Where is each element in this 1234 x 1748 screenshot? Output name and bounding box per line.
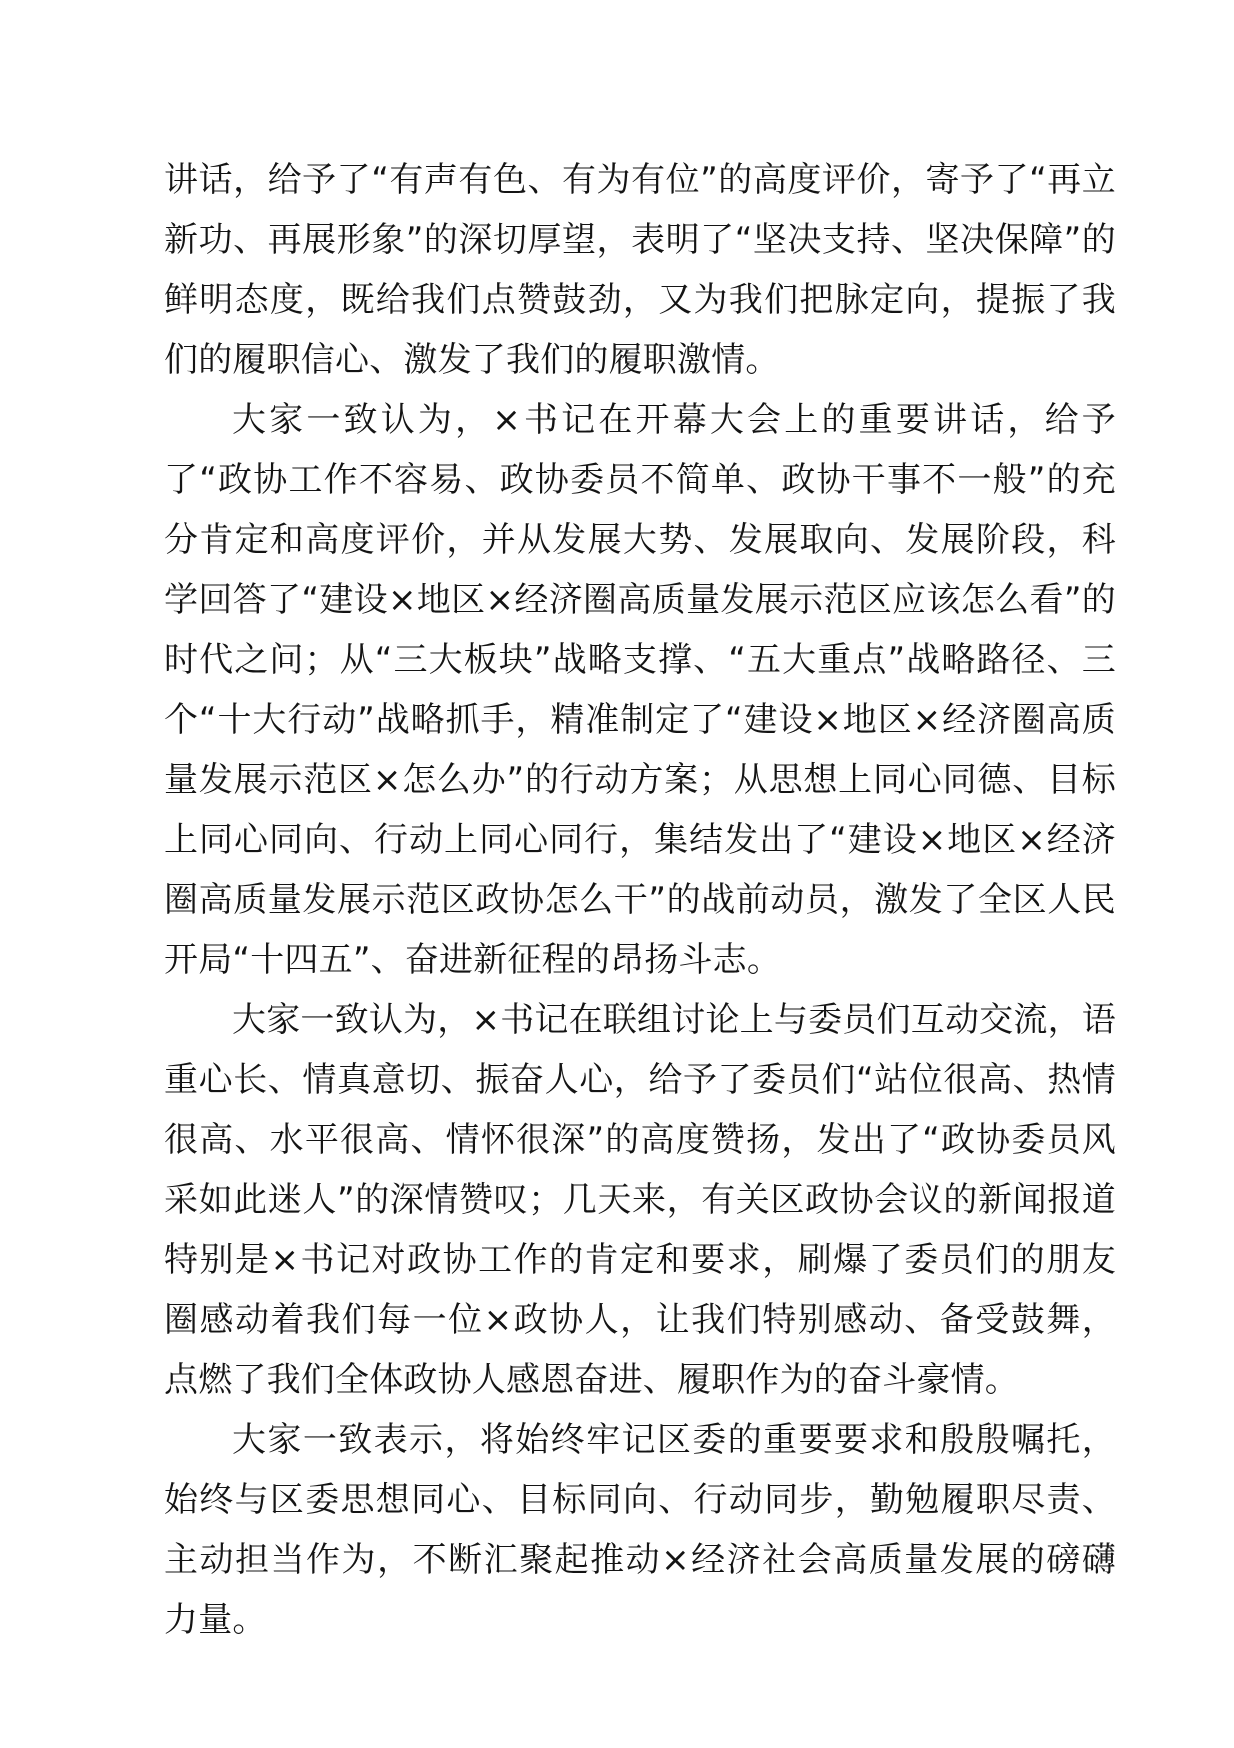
paragraph: 大家一致表示，将始终牢记区委的重要要求和殷殷嘱托，始终与区委思想同心、目标同向、行动同步，勤勉履职尽责、主动担当作为，不断汇聚起推动×经济社会高质量发展的磅礴力量。: [164, 1420, 1116, 1640]
document-body: [164, 150, 1116, 1650]
paragraph: 大家一致认为，×书记在开幕大会上的重要讲话，给予了“政协工作不容易、政协委员不简单、政协干事不一般”的充分肯定和高度评价，并从发展大势、发展取向、发展阶段，科学回答了“建设×地区×经济圈高质量发展示范区应该怎么看”的时代之问；从“三大板块”战略支撑、“五大重点”战略路径、三个“十大行动”战略抓手，精准制定了“建设×地区×经济圈高质量发展示范区×怎么办”的行动方案；从思想上同心同德、目标上同心同向、行动上同心同行，集结发出了“建设×地区×经济圈高质量发展示范区政协怎么干”的战前动员，激发了全区人民开局“十四五”、奋进新征程的昂扬斗志。: [164, 400, 1116, 980]
paragraph-continued: 讲话，给予了“有声有色、有为有位”的高度评价，寄予了“再立新功、再展形象”的深切厚望，表明了“坚决支持、坚决保障”的鲜明态度，既给我们点赞鼓劲，又为我们把脉定向，提振了我们的履职信心、激发了我们的履职激情。: [164, 160, 1117, 380]
paragraph: 大家一致认为，×书记在联组讨论上与委员们互动交流，语重心长、情真意切、振奋人心，给予了委员们“站位很高、热情很高、水平很高、情怀很深”的高度赞扬，发出了“政协委员风采如此迷人”的深情赞叹；几天来，有关区政协会议的新闻报道特别是×书记对政协工作的肯定和要求，刷爆了委员们的朋友圈感动着我们每一位×政协人，让我们特别感动、备受鼓舞，点燃了我们全体政协人感恩奋进、履职作为的奋斗豪情。: [164, 1000, 1116, 1400]
